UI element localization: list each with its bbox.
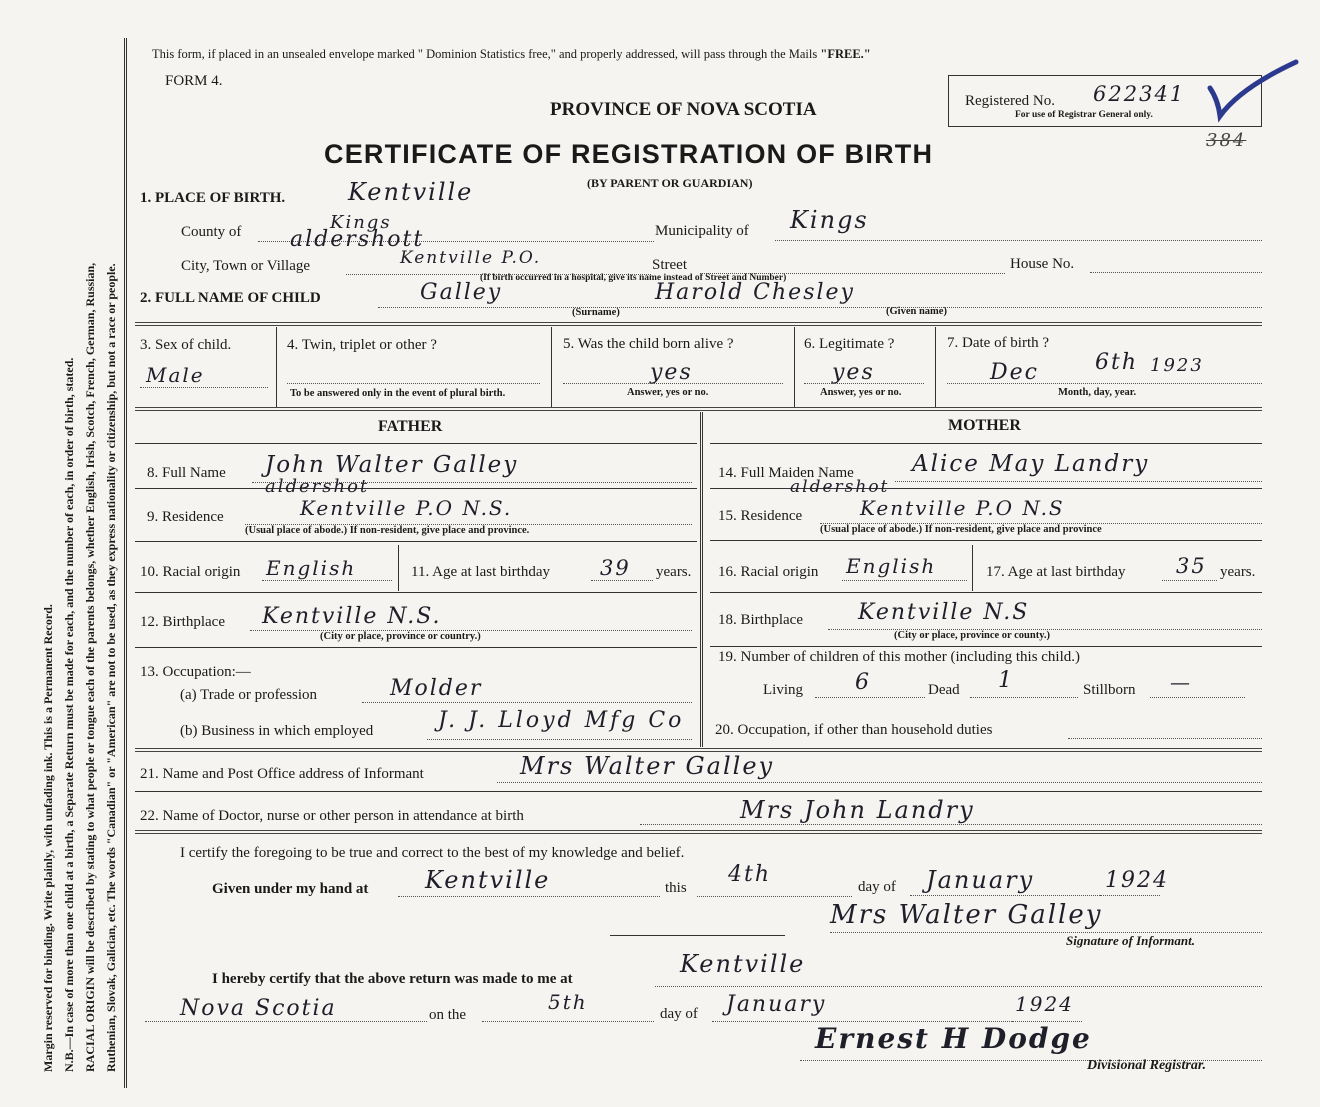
child-name-line (378, 307, 1262, 308)
mother-birthplace-note: (City or place, province or county.) (894, 630, 1051, 641)
rule-certify-top (135, 830, 1262, 834)
dob-month: Dec (990, 360, 1039, 385)
twin-label: 4. Twin, triplet or other ? (287, 337, 437, 353)
dob-day: 6th (1095, 350, 1139, 375)
father-age-line (591, 580, 653, 581)
registrar-province-line (145, 1021, 427, 1022)
hospital-note: (If birth occurred in a hospital, give its name instead of Street and Number) (480, 273, 787, 283)
father-name-label: 8. Full Name (147, 465, 226, 481)
father-racial-divider (398, 545, 399, 591)
legit-line (804, 383, 924, 384)
father-racial: English (266, 556, 357, 580)
signature-caption: Signature of Informant. (1066, 933, 1195, 948)
municipality-line (775, 240, 1262, 241)
place-label: 1. PLACE OF BIRTH. (140, 190, 286, 206)
this-label: this (665, 880, 687, 896)
father-heading: FATHER (378, 418, 443, 435)
dead-line (970, 697, 1078, 698)
mother-racial: English (846, 554, 937, 578)
certify-statement: I certify the foregoing to be true and correct to the best of my knowledge and belief. (180, 845, 685, 861)
mother-age-line (1162, 580, 1217, 581)
signature-line (830, 932, 1262, 933)
dead-label: Dead (928, 682, 960, 698)
street-label: Street (652, 257, 687, 273)
given-month: January (926, 866, 1035, 894)
given-place: Kentville (425, 866, 551, 894)
county-label: County of (181, 224, 242, 240)
county-value: Kings (330, 212, 392, 233)
city-above-value: aldershott (290, 227, 425, 252)
rule (610, 935, 785, 936)
certificate-title: CERTIFICATE OF REGISTRATION OF BIRTH (324, 139, 934, 169)
father-residence-note: (Usual place of abode.) If non-resident, give place and province. (245, 525, 530, 536)
living-label: Living (763, 682, 803, 698)
on-the-label: on the (429, 1007, 467, 1023)
father-trade-line (362, 702, 692, 703)
mother-name-line (895, 481, 1262, 482)
rule (710, 540, 1262, 541)
place-value: Kentville (348, 178, 474, 206)
alive-line (563, 383, 783, 384)
sex-line (140, 387, 268, 388)
father-occupation-label: 13. Occupation:— (140, 664, 251, 680)
center-divider (700, 412, 703, 747)
margin-line-4: Ruthenian, Slovak, Galician, etc. The words "Canadian" or "American" are not to be used, as they express nationality or citizenship, but not a race or people. (104, 263, 118, 1072)
dob-line (947, 383, 1262, 384)
doctor-line (640, 824, 1262, 825)
margin-line-1: Margin reserved for binding. Write plainly, with unfading ink. This is a Permanent Record. (41, 604, 55, 1072)
father-business-label: (b) Business in which employed (180, 723, 374, 739)
registrar-month: January (726, 992, 827, 1017)
province-heading: PROVINCE OF NOVA SCOTIA (550, 99, 817, 120)
father-residence: Kentville P.O N.S. (300, 496, 513, 520)
registrar-signature: Ernest H Dodge (815, 1022, 1092, 1055)
mother-years: years. (1220, 564, 1256, 580)
house-label: House No. (1010, 256, 1075, 272)
child-surname: Galley (420, 280, 503, 305)
city-label: City, Town or Village (181, 258, 311, 274)
registrar-province: Nova Scotia (180, 996, 337, 1021)
mother-racial-divider (972, 545, 973, 591)
father-residence-label: 9. Residence (147, 509, 224, 525)
given-caption: (Given name) (886, 306, 947, 317)
registrar-year: 1924 (1015, 992, 1074, 1016)
details-divider (551, 327, 552, 407)
margin-notes (38, 263, 122, 1072)
registrar-place-line (655, 986, 1262, 987)
rule (135, 541, 697, 542)
alive-value: yes (650, 360, 693, 385)
mother-occupation-label: 20. Occupation, if other than household duties (715, 722, 993, 738)
informant-signature: Mrs Walter Galley (830, 900, 1103, 930)
sex-value: Male (146, 363, 205, 387)
mother-occupation-line (1068, 738, 1262, 739)
father-trade: Molder (390, 676, 483, 701)
mother-age-label: 17. Age at last birthday (986, 564, 1126, 580)
mother-racial-line (842, 580, 967, 581)
surname-caption: (Surname) (572, 307, 620, 318)
doctor-value: Mrs John Landry (740, 796, 975, 824)
father-racial-line (262, 580, 392, 581)
father-racial-label: 10. Racial origin (140, 564, 241, 580)
rule (135, 647, 697, 648)
rule (710, 646, 1262, 647)
twin-note: To be answered only in the event of plural birth. (290, 388, 506, 399)
legit-note: Answer, yes or no. (820, 387, 902, 398)
dead-value: 1 (998, 668, 1014, 693)
mother-residence-above: aldershot (790, 477, 890, 497)
rule (135, 791, 1262, 792)
dob-label: 7. Date of birth ? (947, 335, 1050, 351)
house-line (1090, 272, 1262, 273)
sex-label: 3. Sex of child. (140, 337, 232, 353)
mail-notice: This form, if placed in an unsealed envelope marked " Dominion Statistics free," and properly addressed, will pass through the Mails "FREE." (152, 47, 871, 61)
father-birthplace-note: (City or place, province or country.) (320, 631, 481, 642)
free-label: "FREE." (820, 47, 871, 61)
given-month-line (910, 895, 1100, 896)
registrar-use-note: For use of Registrar General only. (1015, 110, 1153, 120)
living-line (815, 697, 925, 698)
registrar-day-line (482, 1021, 654, 1022)
margin-line-3: RACIAL ORIGIN will be described by stating to what people or tongue each of the parents belongs, whether English, Irish, Scotch, French, German, Russian, (83, 262, 97, 1072)
registrar-place: Kentville (680, 950, 806, 978)
rule-top-details (135, 322, 1262, 326)
given-day: 4th (728, 862, 772, 887)
pencil-mark: 384 (1206, 130, 1247, 151)
registered-label: Registered No. (965, 93, 1055, 109)
father-business: J. J. Lloyd Mfg Co (438, 708, 685, 733)
registrar-day: 5th (548, 990, 588, 1014)
form-number: FORM 4. (165, 73, 223, 89)
registrar-day-of-label: day of (660, 1006, 698, 1022)
rule (135, 443, 697, 444)
certificate-subtitle: (BY PARENT OR GUARDIAN) (587, 176, 753, 190)
child-given-name: Harold Chesley (655, 280, 855, 305)
father-birthplace-label: 12. Birthplace (140, 614, 225, 630)
margin-line-2: N.B.—In case of more than one child at a birth, a Separate Return must be made for each, and the number of each, in order of birth, stated. (62, 357, 76, 1072)
rule-parents-top (135, 407, 1262, 411)
dob-note: Month, day, year. (1058, 387, 1137, 398)
alive-note: Answer, yes or no. (627, 387, 709, 398)
father-age: 39 (600, 556, 631, 580)
given-year-line (1100, 895, 1160, 896)
mother-racial-label: 16. Racial origin (718, 564, 819, 580)
registered-number: 622341 (1093, 82, 1186, 106)
mother-residence-note: (Usual place of abode.) If non-resident, give place and province (820, 524, 1102, 535)
mother-heading: MOTHER (948, 417, 1021, 434)
given-label: Given under my hand at (212, 881, 369, 897)
dob-year: 1923 (1150, 355, 1204, 376)
stillborn-line (1150, 697, 1245, 698)
father-business-line (427, 739, 692, 740)
checkmark-icon (1200, 58, 1310, 128)
mother-age: 35 (1176, 554, 1207, 578)
informant-label: 21. Name and Post Office address of Informant (140, 766, 424, 782)
alive-label: 5. Was the child born alive ? (563, 336, 734, 352)
legit-label: 6. Legitimate ? (804, 336, 895, 352)
details-divider (935, 327, 936, 407)
rule (710, 443, 1262, 444)
mother-birthplace: Kentville N.S (858, 600, 1030, 625)
legit-value: yes (832, 360, 875, 385)
mother-name-label: 14. Full Maiden Name (718, 465, 854, 481)
father-trade-label: (a) Trade or profession (180, 687, 318, 703)
mother-residence: Kentville P.O N.S (860, 496, 1065, 520)
registrar-statement: I hereby certify that the above return was made to me at (212, 971, 573, 987)
day-of-label: day of (858, 879, 896, 895)
rule (135, 488, 697, 489)
father-residence-above: aldershot (265, 476, 370, 497)
mother-birthplace-label: 18. Birthplace (718, 612, 803, 628)
child-name-label: 2. FULL NAME OF CHILD (140, 290, 321, 306)
father-age-label: 11. Age at last birthday (411, 564, 550, 580)
father-birthplace: Kentville N.S. (262, 604, 442, 629)
informant-line (497, 782, 1262, 783)
given-year: 1924 (1105, 868, 1169, 893)
father-years: years. (656, 564, 692, 580)
father-name: John Walter Galley (265, 452, 519, 478)
city-value: Kentville P.O. (400, 248, 542, 268)
doctor-label: 22. Name of Doctor, nurse or other person in attendance at birth (140, 808, 524, 824)
rule (135, 592, 697, 593)
margin-rule (124, 38, 127, 1088)
details-divider (276, 327, 277, 407)
stillborn-label: Stillborn (1083, 682, 1136, 698)
twin-line (287, 383, 540, 384)
given-day-line (697, 896, 852, 897)
mother-name: Alice May Landry (912, 451, 1150, 477)
living-value: 6 (855, 670, 871, 695)
given-place-line (398, 896, 660, 897)
informant-value: Mrs Walter Galley (520, 752, 775, 780)
rule (710, 592, 1262, 593)
stillborn-value: — (1170, 670, 1192, 694)
municipality-label: Municipality of (655, 223, 749, 239)
details-divider (794, 327, 795, 407)
municipality-value: Kings (790, 206, 869, 234)
mother-residence-label: 15. Residence (718, 508, 803, 524)
mother-children-label: 19. Number of children of this mother (including this child.) (718, 649, 1081, 665)
registrar-caption: Divisional Registrar. (1087, 1058, 1207, 1073)
